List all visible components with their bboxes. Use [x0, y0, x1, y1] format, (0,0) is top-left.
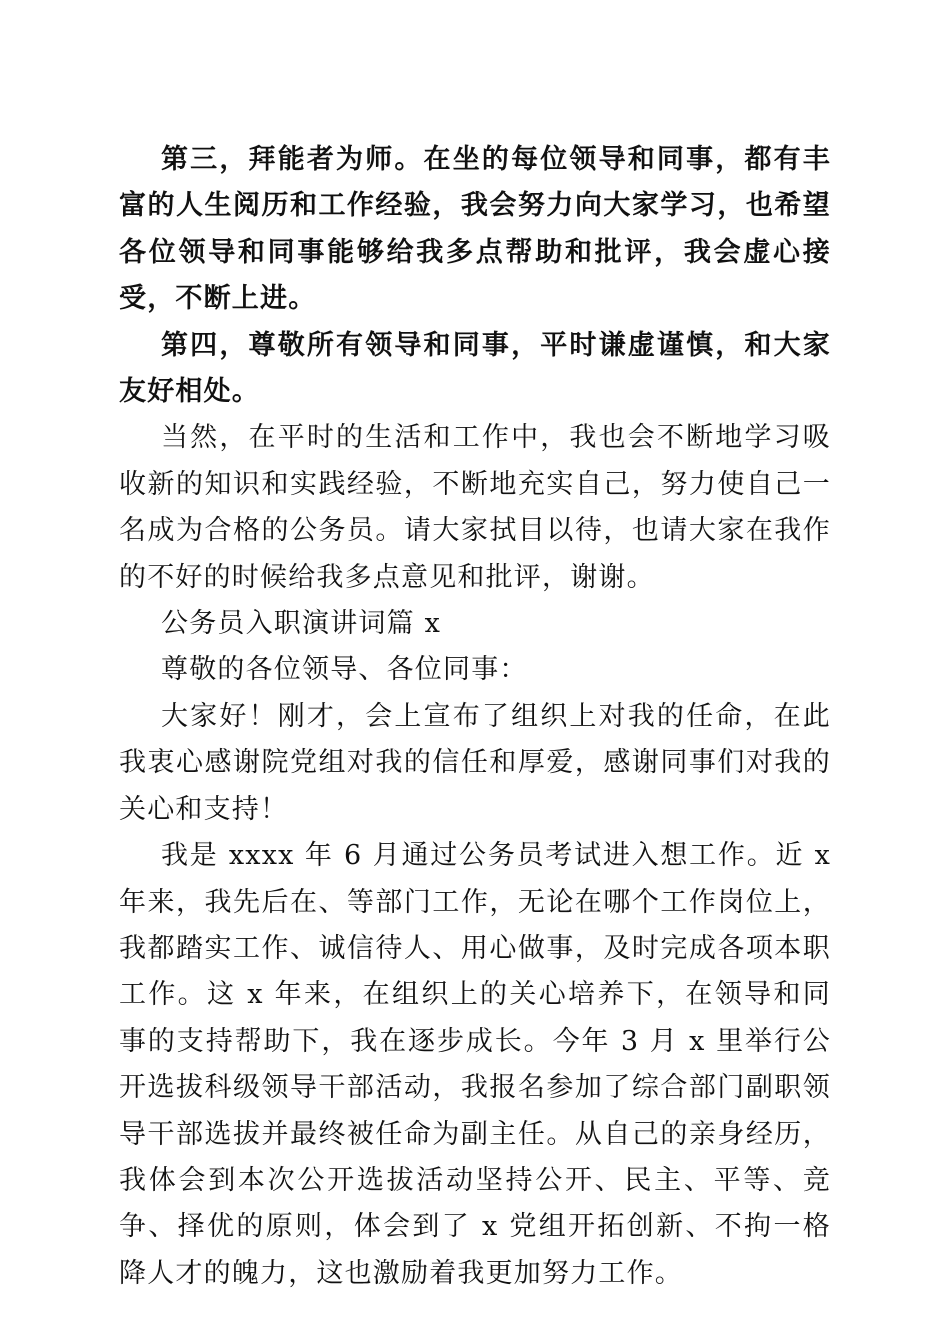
document-body: [119, 137, 831, 1297]
paragraph-fourth-point: 第四，尊敬所有领导和同事，平时谦虚谨慎，和大家友好相处。: [119, 329, 831, 408]
paragraph-closing: 当然，在平时的生活和工作中，我也会不断地学习吸收新的知识和实践经验，不断地充实自己，努力使自己一名成为合格的公务员。请大家拭目以待，也请大家在我作的不好的时候给我多点意见和批评，谢谢。: [119, 422, 831, 593]
salutation: 尊敬的各位领导、各位同事：: [161, 654, 528, 686]
paragraph-greeting: 大家好！刚才，会上宣布了组织上对我的任命，在此我衷心感谢院党组对我的信任和厚爱，感谢同事们对我的关心和支持！: [119, 700, 831, 825]
paragraph-third-point: 第三，拜能者为师。在坐的每位领导和同事，都有丰富的人生阅历和工作经验，我会努力向大家学习，也希望各位领导和同事能够给我多点帮助和批评，我会虚心接受，不断上进。: [119, 144, 831, 315]
section-title: 公务员入职演讲词篇 x: [161, 608, 442, 640]
paragraph-background: 我是 xxxx 年 6 月通过公务员考试进入想工作。近 x 年来，我先后在、等部门工作，无论在哪个工作岗位上，我都踏实工作、诚信待人、用心做事，及时完成各项本职工作。这 x 年来，在组织上的关心培养下，在领导和同事的支持帮助下，我在逐步成长。今年 3 月 x 里举行公开选拔科级领导干部活动，我报名参加了综合部门副职领导干部选拔并最终被任命为副主任。从自己的亲身经历，我体会到本次公开选拔活动坚持公开、民主、平等、竞争、择优的原则，体会到了 x 党组开拓创新、不拘一格降人才的魄力，这也激励着我更加努力工作。: [119, 840, 831, 1289]
